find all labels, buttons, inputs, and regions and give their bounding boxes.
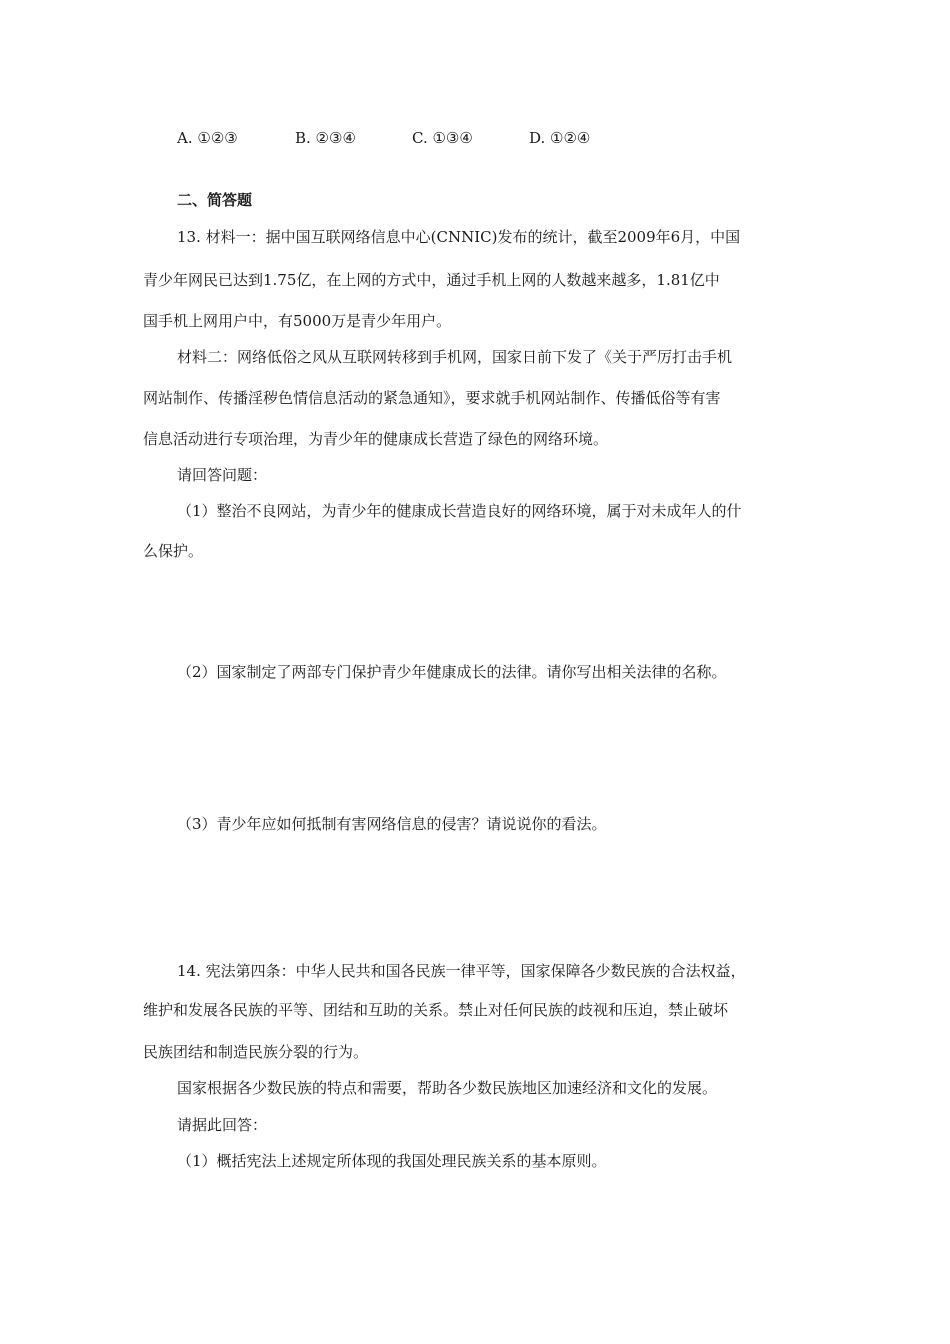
q13-material2-line2: 网站制作、传播淫秽色情信息活动的紧急通知》，要求就手机网站制作、传播低俗等有害 [143,389,721,407]
q13-prompt: 请回答问题： [177,466,268,484]
q14-prompt: 请据此回答： [177,1116,268,1134]
q14-text-line3: 民族团结和制造民族分裂的行为。 [143,1043,369,1061]
q13-sub3: （3）青少年应如何抵制有害网络信息的侵害？请说说你的看法。 [177,815,607,833]
option-a: A. ①②③ [177,129,238,147]
q13-material1-line3: 国手机上网用户中，有5000万是青少年用户。 [143,312,452,330]
q13-sub1-line1: （1）整治不良网站，为青少年的健康成长营造良好的网络环境，属于对未成年人的什 [177,502,742,520]
option-b: B. ②③④ [295,129,356,147]
q14-text-line1: 14. 宪法第四条：中华人民共和国各民族一律平等，国家保障各少数民族的合法权益， [177,962,746,980]
option-d: D. ①②④ [529,129,591,147]
q13-material1-line2: 青少年网民已达到1.75亿，在上网的方式中，通过手机上网的人数越来越多，1.81亿中 [143,271,720,289]
section-heading: 二、简答题 [177,191,253,209]
option-c: C. ①③④ [412,129,473,147]
q13-sub1-line2: 么保护。 [143,542,204,560]
q13-material2-line1: 材料二：网络低俗之风从互联网转移到手机网，国家日前下发了《关于严厉打击手机 [177,348,733,366]
q14-text2: 国家根据各少数民族的特点和需要，帮助各少数民族地区加速经济和文化的发展。 [177,1079,718,1097]
choice-options [177,128,590,148]
q13-material1-line1: 13. 材料一：据中国互联网络信息中心(CNNIC)发布的统计，截至2009年6月，中国 [177,228,741,246]
q13-sub2: （2）国家制定了两部专门保护青少年健康成长的法律。请你写出相关法律的名称。 [177,663,727,681]
q14-text-line2: 维护和发展各民族的平等、团结和互助的关系。禁止对任何民族的歧视和压迫，禁止破坏 [143,1001,729,1019]
q14-sub1: （1）概括宪法上述规定所体现的我国处理民族关系的基本原则。 [177,1152,607,1170]
q13-material2-line3: 信息活动进行专项治理，为青少年的健康成长营造了绿色的网络环境。 [143,430,609,448]
